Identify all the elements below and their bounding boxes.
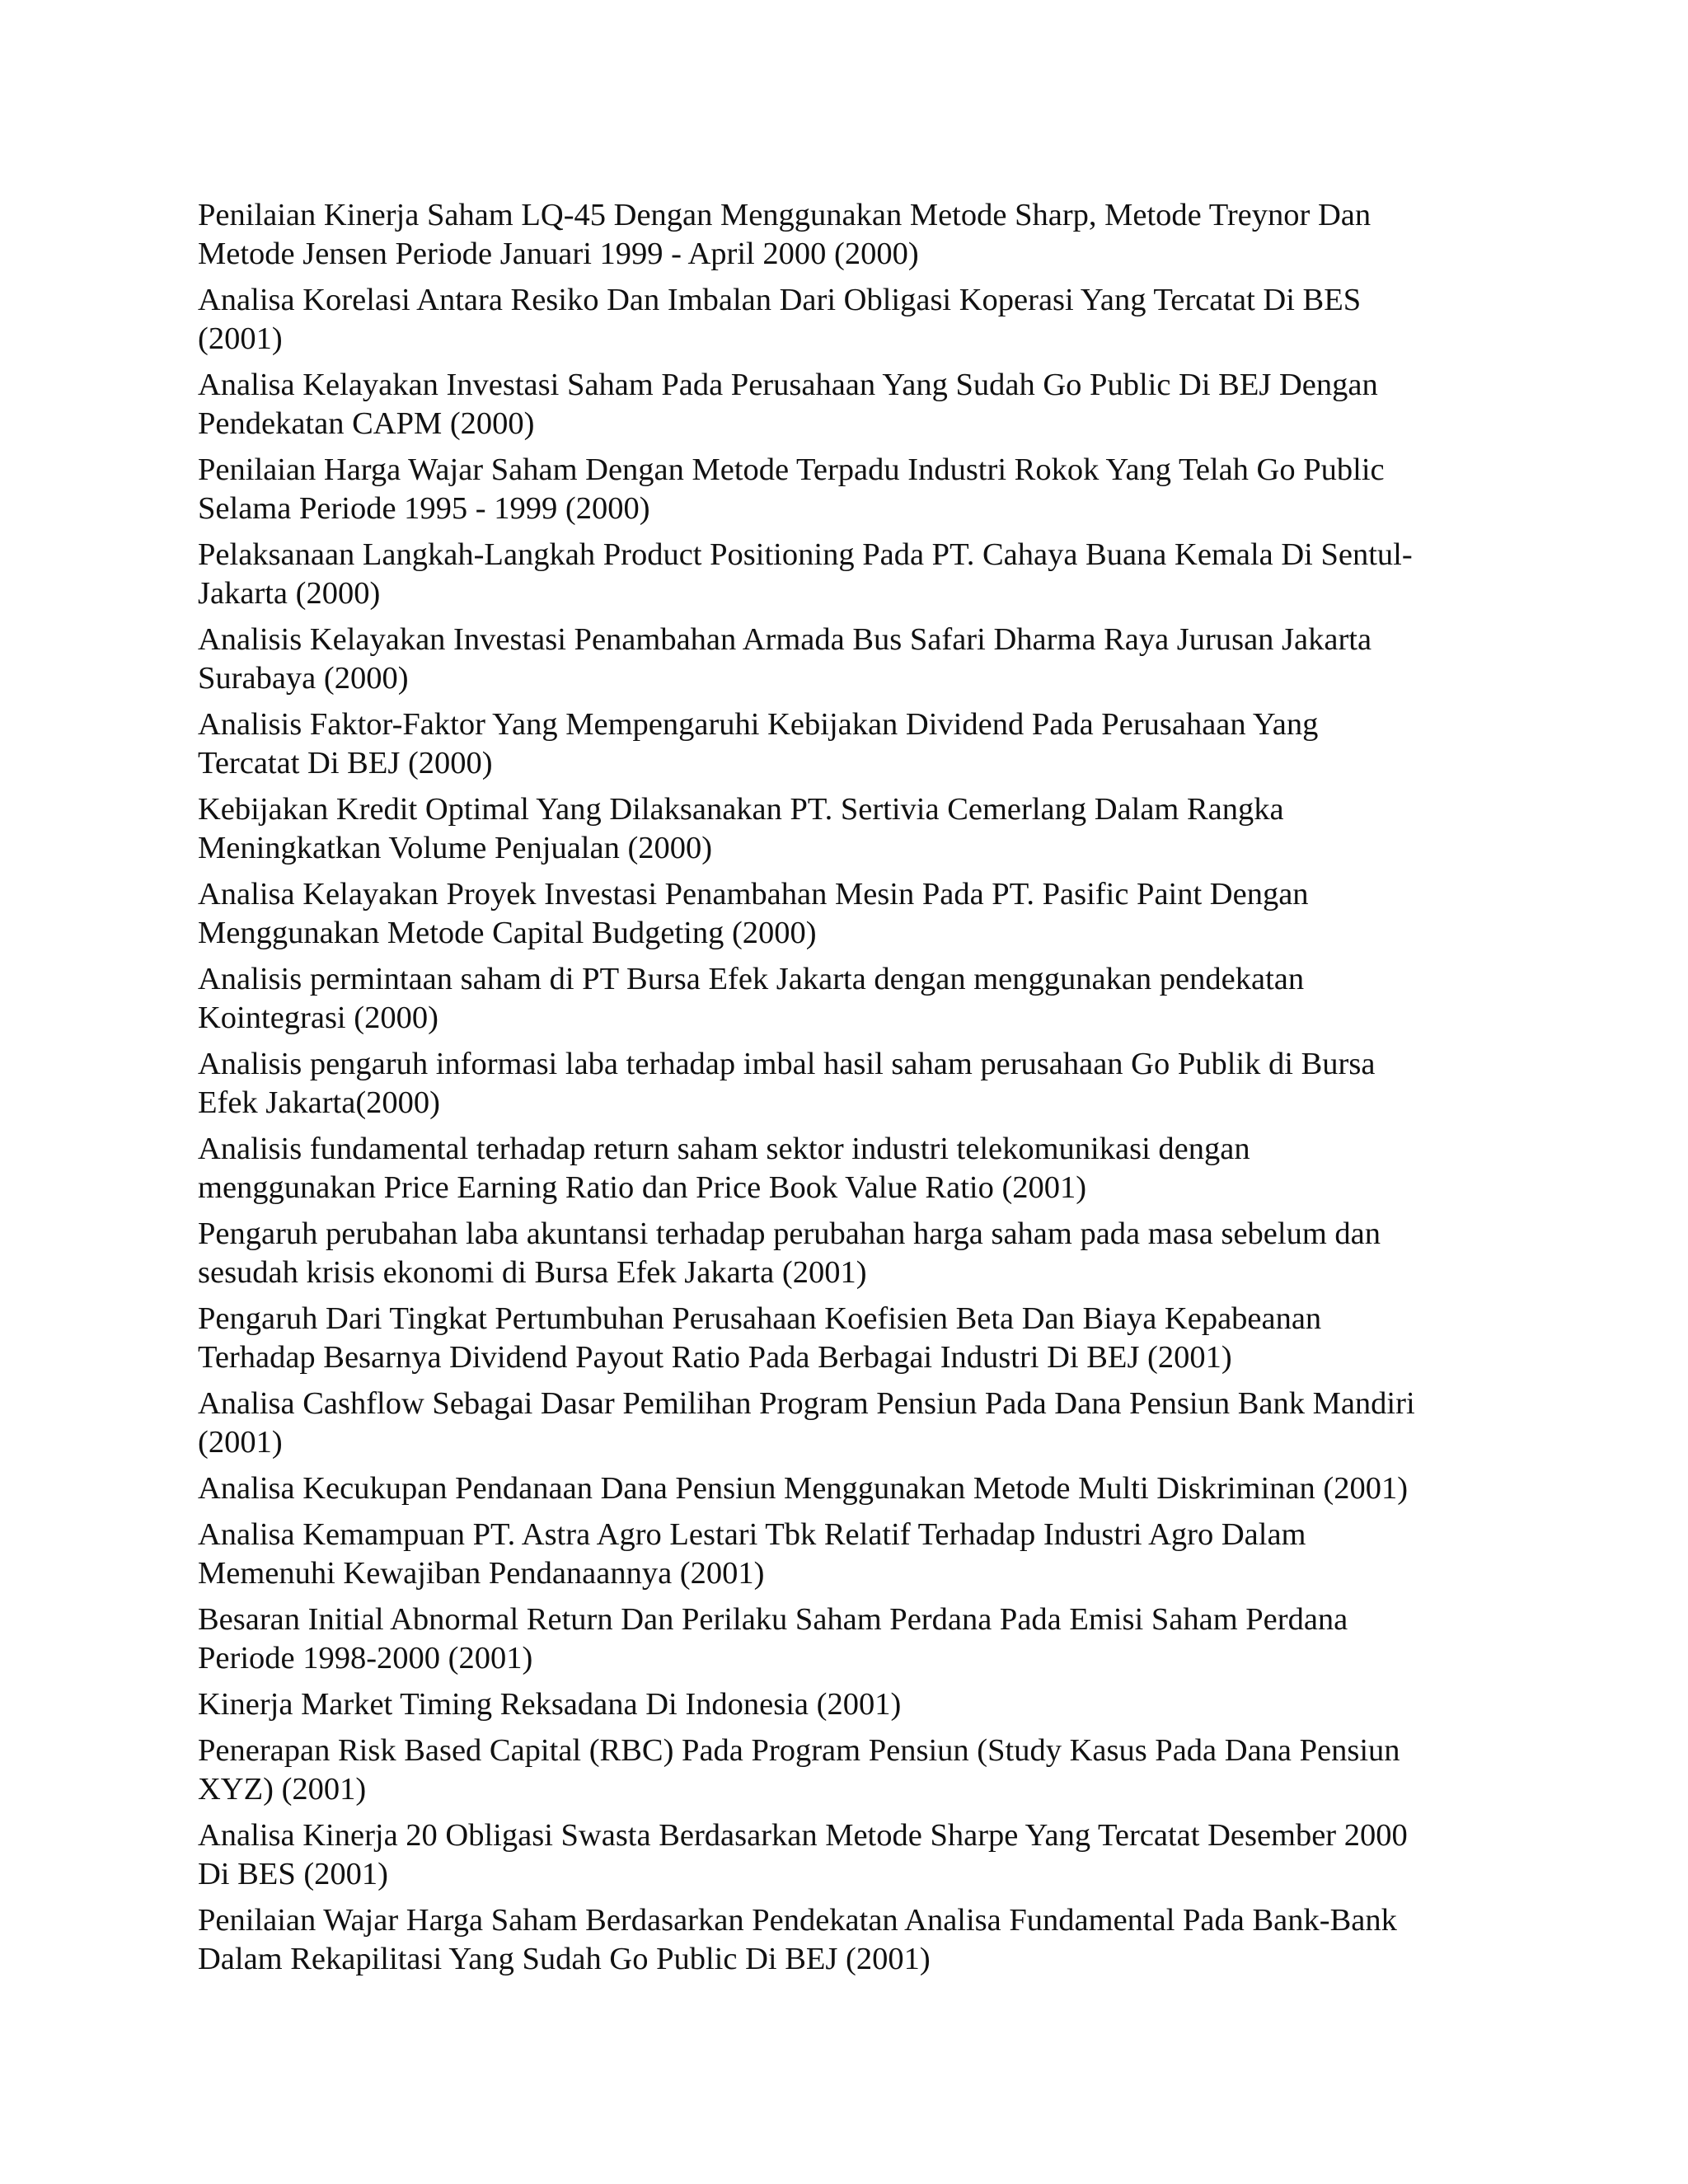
thesis-title-list [198,196,1550,1986]
list-item: Analisa Kinerja 20 Obligasi Swasta Berdasarkan Metode Sharpe Yang Tercatat Desember 2000 Di BES (2001) [198,1818,1408,1891]
list-item: Analisa Kecukupan Pendanaan Dana Pensiun Menggunakan Metode Multi Diskriminan (2001) [198,1471,1409,1506]
list-item: Analisa Kemampuan PT. Astra Agro Lestari Tbk Relatif Terhadap Industri Agro Dalam Memenuhi Kewajiban Pendanaannya (2001) [198,1517,1306,1591]
list-item: Analisis pengaruh informasi laba terhadap imbal hasil saham perusahaan Go Publik di Bursa Efek Jakarta(2000) [198,1047,1376,1120]
list-item: Besaran Initial Abnormal Return Dan Perilaku Saham Perdana Pada Emisi Saham Perdana Periode 1998-2000 (2001) [198,1602,1348,1675]
list-item: Analisis Kelayakan Investasi Penambahan Armada Bus Safari Dharma Raya Jurusan Jakarta Surabaya (2000) [198,622,1372,696]
list-item: Penilaian Wajar Harga Saham Berdasarkan Pendekatan Analisa Fundamental Pada Bank-Bank Dalam Rekapilitasi Yang Sudah Go Public Di BEJ (2001) [198,1903,1397,1976]
list-item: Kinerja Market Timing Reksadana Di Indonesia (2001) [198,1687,902,1722]
list-item: Penilaian Harga Wajar Saham Dengan Metode Terpadu Industri Rokok Yang Telah Go Public Selama Periode 1995 - 1999 (2000) [198,452,1385,526]
list-item: Analisis Faktor-Faktor Yang Mempengaruhi Kebijakan Dividend Pada Perusahaan Yang Tercatat Di BEJ (2000) [198,707,1319,780]
list-item: Analisa Kelayakan Proyek Investasi Penambahan Mesin Pada PT. Pasific Paint Dengan Menggunakan Metode Capital Budgeting (2000) [198,877,1309,950]
list-item: Pelaksanaan Langkah-Langkah Product Positioning Pada PT. Cahaya Buana Kemala Di Sentul- Jakarta (2000) [198,537,1413,611]
list-item: Analisis permintaan saham di PT Bursa Efek Jakarta dengan menggunakan pendekatan Kointegrasi (2000) [198,962,1305,1035]
list-item: Pengaruh perubahan laba akuntansi terhadap perubahan harga saham pada masa sebelum dan sesudah krisis ekonomi di Bursa Efek Jakarta (2001) [198,1216,1381,1290]
list-item: Penilaian Kinerja Saham LQ-45 Dengan Menggunakan Metode Sharp, Metode Treynor Dan Metode Jensen Periode Januari 1999 - April 2000 (2000) [198,198,1372,271]
list-item: Analisa Korelasi Antara Resiko Dan Imbalan Dari Obligasi Koperasi Yang Tercatat Di BES (2001) [198,283,1362,356]
list-item: Analisis fundamental terhadap return saham sektor industri telekomunikasi dengan menggunakan Price Earning Ratio dan Price Book Value Ratio (2001) [198,1132,1250,1205]
list-item: Analisa Kelayakan Investasi Saham Pada Perusahaan Yang Sudah Go Public Di BEJ Dengan Pendekatan CAPM (2000) [198,368,1378,441]
list-item: Pengaruh Dari Tingkat Pertumbuhan Perusahaan Koefisien Beta Dan Biaya Kepabeanan Terhadap Besarnya Dividend Payout Ratio Pada Berbagai Industri Di BEJ (2001) [198,1301,1322,1375]
list-item: Penerapan Risk Based Capital (RBC) Pada Program Pensiun (Study Kasus Pada Dana Pensiun XYZ) (2001) [198,1733,1400,1807]
list-item: Analisa Cashflow Sebagai Dasar Pemilihan Program Pensiun Pada Dana Pensiun Bank Mandiri (2001) [198,1386,1415,1460]
list-item: Kebijakan Kredit Optimal Yang Dilaksanakan PT. Sertivia Cemerlang Dalam Rangka Meningkatkan Volume Penjualan (2000) [198,792,1284,865]
